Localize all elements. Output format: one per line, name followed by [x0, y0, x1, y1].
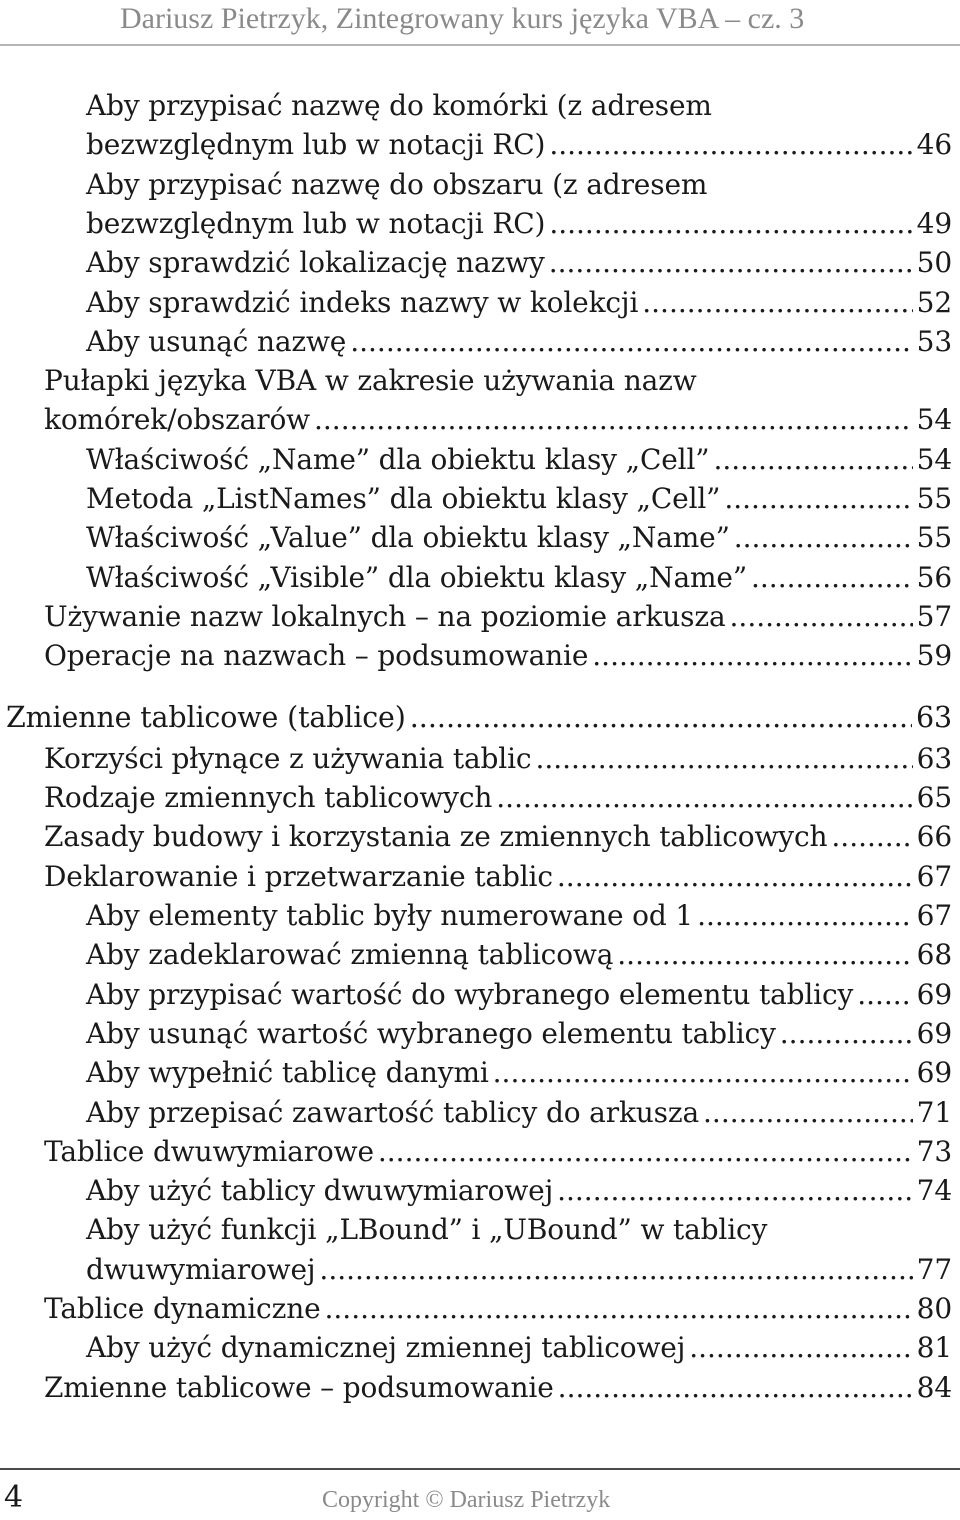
toc-page-number: 54	[916, 442, 952, 476]
toc-entry-title-line: Aby użyć funkcji „LBound” i „UBound” w tablicy	[86, 1213, 768, 1247]
toc-page-number: 59	[916, 639, 952, 673]
toc-page-number: 69	[916, 1056, 952, 1090]
toc-page-number: 55	[916, 482, 952, 515]
toc-entry[interactable]	[86, 1093, 952, 1133]
toc-page-number: 67	[916, 859, 952, 893]
toc-entry[interactable]	[86, 125, 952, 165]
toc-dot-leader	[319, 1250, 912, 1290]
toc-dot-leader	[724, 479, 912, 519]
toc-dot-leader	[325, 1289, 913, 1329]
toc-dot-leader	[697, 896, 913, 936]
toc-page-number: 77	[916, 1252, 952, 1286]
toc-entry-title: Rodzaje zmiennych tablicowych	[44, 781, 493, 815]
toc-page-number: 63	[916, 741, 952, 775]
toc-dot-leader	[558, 1368, 913, 1408]
toc-entry[interactable]	[86, 440, 952, 480]
toc-entry[interactable]	[86, 243, 952, 283]
toc-entry[interactable]	[86, 975, 952, 1015]
toc-page-number: 67	[916, 899, 952, 932]
toc-entry-title: Aby elementy tablic były numerowane od 1	[86, 899, 694, 932]
toc-dot-leader	[857, 975, 912, 1015]
toc-dot-leader	[642, 283, 912, 323]
toc-dot-leader	[557, 857, 913, 897]
toc-entry[interactable]	[86, 935, 952, 975]
toc-page-number: 57	[916, 599, 952, 633]
toc-entry-title: Metoda „ListNames” dla obiektu klasy „Cell”	[86, 482, 721, 515]
toc-entry-title: Aby usunąć nazwę	[86, 324, 347, 358]
toc-entry-title: Tablice dynamiczne	[44, 1292, 321, 1325]
toc-entry[interactable]	[44, 857, 952, 897]
toc-entry[interactable]	[86, 479, 952, 519]
toc-page-number: 81	[916, 1331, 952, 1365]
toc-entry[interactable]	[86, 896, 952, 936]
toc-dot-leader	[496, 778, 912, 818]
toc-entry[interactable]	[86, 1053, 952, 1093]
toc-entry-title: Zmienne tablicowe (tablice)	[6, 700, 406, 734]
toc-dot-leader	[549, 204, 912, 244]
toc-entry-title: Aby przepisać zawartość tablicy do arkusza	[86, 1095, 700, 1129]
toc-entry[interactable]	[86, 322, 952, 362]
toc-entry[interactable]	[44, 597, 952, 637]
toc-entry-title: Tablice dwuwymiarowe	[44, 1134, 374, 1168]
toc-entry[interactable]	[44, 636, 952, 676]
toc-page-number: 65	[916, 781, 952, 815]
toc-page-number: 66	[916, 820, 952, 854]
toc-page-number: 74	[916, 1174, 952, 1208]
toc-entry[interactable]	[6, 698, 952, 738]
toc-entry[interactable]	[44, 778, 952, 818]
toc-dot-leader	[780, 1014, 913, 1054]
toc-entry-title: Korzyści płynące z używania tablic	[44, 741, 532, 775]
toc-entry[interactable]	[86, 204, 952, 244]
copyright-notice: Copyright © Dariusz Pietrzyk	[322, 1487, 611, 1513]
toc-dot-leader	[617, 935, 912, 975]
toc-entry-title: Właściwość „Value” dla obiektu klasy „Name”	[86, 521, 730, 555]
toc-entry[interactable]	[44, 1368, 952, 1408]
toc-dot-leader	[378, 1132, 913, 1172]
toc-entry-title: Operacje na nazwach – podsumowanie	[44, 639, 589, 673]
toc-entry-title: Aby sprawdzić indeks nazwy w kolekcji	[86, 285, 639, 319]
toc-entry[interactable]	[86, 1014, 952, 1054]
toc-entry-title: Aby przypisać wartość do wybranego elementu tablicy	[86, 977, 854, 1011]
toc-page-number: 49	[916, 206, 952, 240]
toc-entry-title: Używanie nazw lokalnych – na poziomie arkusza	[44, 599, 726, 633]
toc-dot-leader	[350, 322, 912, 362]
toc-entry-title-line: Aby przypisać nazwę do komórki (z adresem	[86, 89, 712, 122]
toc-dot-leader	[592, 636, 912, 676]
toc-entry-title: dwuwymiarowej	[86, 1252, 316, 1286]
running-header-title: Dariusz Pietrzyk, Zintegrowany kurs języka VBA – cz. 3	[120, 2, 805, 35]
toc-page-number: 54	[916, 403, 952, 437]
toc-page-number: 68	[916, 938, 952, 972]
toc-entry-title: Aby wypełnić tablicę danymi	[86, 1056, 489, 1090]
toc-page-number: 71	[916, 1095, 952, 1129]
toc-entry-title: Aby usunąć wartość wybranego elementu tablicy	[86, 1016, 776, 1050]
toc-entry-title: Aby zadeklarować zmienną tablicową	[86, 938, 614, 972]
toc-entry[interactable]	[86, 283, 952, 323]
toc-entry[interactable]	[86, 558, 952, 598]
toc-entry[interactable]	[44, 1132, 952, 1172]
toc-dot-leader	[730, 597, 913, 637]
toc-entry-title: Zmienne tablicowe – podsumowanie	[44, 1370, 554, 1404]
toc-dot-leader	[734, 518, 913, 558]
toc-dot-leader	[557, 1171, 913, 1211]
toc-entry[interactable]	[44, 817, 952, 857]
toc-entry-title-line: Pułapki języka VBA w zakresie używania nazw	[44, 364, 697, 398]
toc-entry[interactable]	[86, 1171, 952, 1211]
toc-dot-leader	[535, 739, 912, 779]
toc-dot-leader	[410, 698, 912, 738]
toc-page-number: 84	[916, 1370, 952, 1404]
toc-entry-title: Aby użyć dynamicznej zmiennej tablicowej	[86, 1331, 686, 1365]
toc-dot-leader	[549, 125, 912, 165]
toc-entry-title-line: Aby przypisać nazwę do obszaru (z adresem	[86, 167, 708, 201]
toc-dot-leader	[314, 400, 913, 440]
toc-entry[interactable]	[44, 400, 952, 440]
toc-entry[interactable]	[86, 1250, 952, 1290]
toc-entry-title: Aby sprawdzić lokalizację nazwy	[86, 246, 545, 280]
toc-entry[interactable]	[86, 1328, 952, 1368]
toc-entry-title: bezwzględnym lub w notacji RC)	[86, 128, 546, 162]
toc-page-number: 56	[916, 560, 952, 594]
footer-divider	[0, 1468, 960, 1470]
toc-dot-leader	[549, 243, 913, 283]
toc-page-number: 69	[916, 1016, 952, 1050]
toc-page-number: 55	[916, 521, 952, 555]
toc-entry-title: Zasady budowy i korzystania ze zmiennych tablicowych	[44, 820, 828, 854]
toc-page-number: 73	[916, 1134, 952, 1168]
toc-entry-title: bezwzględnym lub w notacji RC)	[86, 206, 546, 240]
toc-page-number: 53	[916, 324, 952, 358]
toc-dot-leader	[493, 1053, 913, 1093]
toc-entry-title: komórek/obszarów	[44, 403, 310, 437]
toc-page-number: 80	[916, 1292, 952, 1325]
toc-dot-leader	[689, 1328, 912, 1368]
toc-page-number: 69	[916, 977, 952, 1011]
toc-page-number: 50	[916, 246, 952, 280]
toc-entry-title: Aby użyć tablicy dwuwymiarowej	[86, 1174, 554, 1208]
toc-page-number: 63	[916, 700, 952, 734]
toc-page-number: 46	[916, 128, 952, 162]
toc-entry-title: Właściwość „Visible” dla obiektu klasy „Name”	[86, 560, 747, 594]
toc-entry[interactable]	[44, 1289, 952, 1329]
toc-entry[interactable]	[86, 518, 952, 558]
page-number: 4	[4, 1480, 24, 1515]
toc-entry-title: Właściwość „Name” dla obiektu klasy „Cell”	[86, 442, 710, 476]
toc-dot-leader	[831, 817, 912, 857]
toc-dot-leader	[751, 558, 913, 598]
toc-dot-leader	[713, 440, 912, 480]
toc-dot-leader	[703, 1093, 913, 1133]
toc-entry[interactable]	[44, 739, 952, 779]
toc-page-number: 52	[916, 285, 952, 319]
toc-entry-title: Deklarowanie i przetwarzanie tablic	[44, 859, 553, 893]
